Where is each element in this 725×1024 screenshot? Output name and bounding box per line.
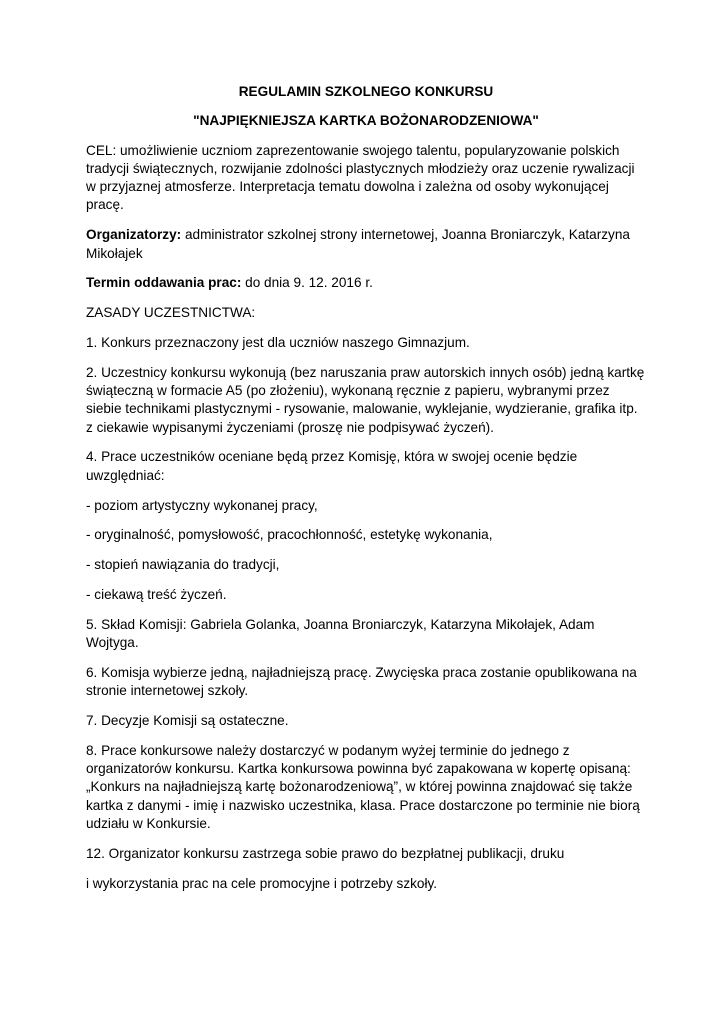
rule-12: 12. Organizator konkursu zastrzega sobie prawo do bezpłatnej publikacji, druku xyxy=(86,845,565,861)
criterion-originality: - oryginalność, pomysłowość, pracochłonność, estetykę wykonania, xyxy=(86,527,493,543)
rules-heading: ZASADY UCZESTNICTWA: xyxy=(86,305,256,321)
document-subtitle: "NAJPIĘKNIEJSZA KARTKA BOŻONARODZENIOWA" xyxy=(193,113,539,129)
deadline-paragraph xyxy=(86,274,646,292)
rule-12-continued: i wykorzystania prac na cele promocyjne i potrzeby szkoły. xyxy=(86,875,438,891)
criterion-tradition: - stopień nawiązania do tradycji, xyxy=(86,557,280,573)
document-page xyxy=(86,83,646,904)
rule-5: 5. Skład Komisji: Gabriela Golanka, Joanna Broniarczyk, Katarzyna Mikołajek, Adam Wojtyga. xyxy=(86,616,595,651)
rule-8: 8. Prace konkursowe należy dostarczyć w podanym wyżej terminie do jednego z organizatorów konkursu. Kartka konkursowa powinna być zapakowana w kopertę opisaną: „Konkurs na najładniejszą kartę bożonarodzeniową”, w której powinna znajdować się także kartka z danymi - imię i nazwisko uczestnika, klasa. Prace dostarczone po terminie nie biorą udziału w Konkursie. xyxy=(86,742,640,831)
criterion-wishes: - ciekawą treść życzeń. xyxy=(86,586,227,602)
deadline-value: do dnia 9. 12. 2016 r. xyxy=(241,275,373,291)
rule-7: 7. Decyzje Komisji są ostateczne. xyxy=(86,712,289,728)
rule-2: 2. Uczestnicy konkursu wykonują (bez naruszania praw autorskich innych osób) jedną kartkę świąteczną w formacie A5 (po złożeniu), wykonaną ręcznie z papieru, wybranymi przez siebie technikami plastycznymi - rysowanie, malowanie, wyklejanie, wydzieranie, grafika itp. z ciekawie wypisanymi życzeniami (proszę nie podpisywać życzeń). xyxy=(86,364,645,435)
rule-6: 6. Komisja wybierze jedną, najładniejszą pracę. Zwycięska praca zostanie opublikowana na stronie internetowej szkoły. xyxy=(86,664,637,699)
document-title: REGULAMIN SZKOLNEGO KONKURSU xyxy=(238,84,494,99)
organizers-value: administrator szkolnej strony internetowej, Joanna Broniarczyk, Katarzyna Mikołajek xyxy=(86,227,630,261)
organizers-label: Organizatorzy: xyxy=(86,227,182,243)
deadline-label: Termin oddawania prac: xyxy=(86,275,242,291)
criterion-artistic-level: - poziom artystyczny wykonanej pracy, xyxy=(86,497,318,513)
rule-1: 1. Konkurs przeznaczony jest dla uczniów naszego Gimnazjum. xyxy=(86,334,470,350)
organizers-paragraph xyxy=(86,226,646,263)
rule-4: 4. Prace uczestników oceniane będą przez Komisję, która w swojej ocenie będzie uwzględniać: xyxy=(86,449,578,483)
goal-paragraph: CEL: umożliwienie uczniom zaprezentowanie swojego talentu, popularyzowanie polskich tradycji świątecznych, rozwijanie zdolności plastycznych młodzieży oraz uczenie rywalizacji w przyjaznej atmosferze. Interpretacja tematu dowolna i zależna od osoby wykonującej pracę. xyxy=(86,142,635,213)
